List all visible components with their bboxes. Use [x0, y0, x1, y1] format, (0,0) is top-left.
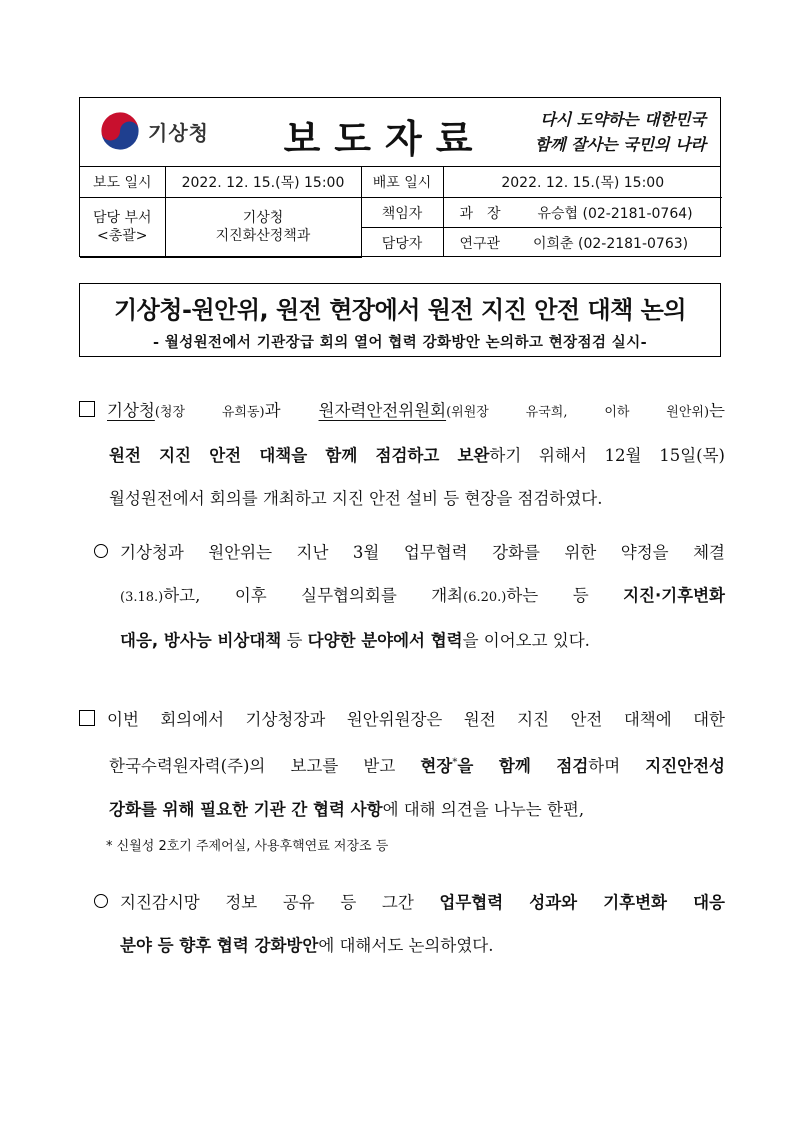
org-kma: 기상청 [107, 401, 155, 420]
person-title: 과 장 [459, 205, 501, 222]
p3-text-2: 한국수력원자력(주)의 보고를 받고 [109, 756, 421, 776]
header-banner [80, 98, 720, 167]
org-name: 기상청 [148, 120, 209, 145]
p4-text-2: 에 대해서도 논의하였다. [318, 936, 494, 955]
p3-bold-2: 을 함께 점검 [457, 756, 589, 776]
role-label: 담당자 [361, 228, 443, 258]
p2-bold-2: 대응, 방사능 비상대책 [120, 631, 282, 650]
contact-row-1 [80, 198, 722, 228]
org-nssc: 원자력안전위원회 [318, 401, 447, 420]
p2-date-1: (3.18.) [120, 590, 164, 605]
press-release-title: 보도자료 [283, 117, 487, 161]
p2-text-4: 등 [281, 631, 308, 650]
paragraph-4 [94, 881, 725, 967]
headline-box [79, 283, 721, 357]
p3-line-2 [79, 741, 725, 788]
p3-bold-1: 현장 [420, 756, 453, 776]
circle-bullet-icon [94, 544, 108, 558]
p3-text-3: 하며 [588, 756, 646, 776]
role-label: 책임자 [361, 198, 443, 228]
government-slogan [518, 107, 706, 157]
p2-bold-1: 지진·기후변화 [623, 586, 725, 605]
p1-rest-text: 하기 위해서 12월 15일(목) [489, 446, 725, 465]
dept-value-line-2: 지진화산정책과 [215, 228, 311, 245]
p1-line-2 [79, 434, 725, 477]
press-release-header [79, 97, 721, 257]
dept-label [80, 198, 165, 258]
p1-end-text: 는 [709, 401, 725, 420]
slogan-line-2: 함께 잘사는 국민의 나라 [534, 135, 706, 154]
person-name-phone: 이희춘 (02-2181-0763) [532, 235, 689, 252]
dept-value-line-1: 기상청 [242, 210, 284, 227]
conj-text: 과 [264, 401, 281, 420]
distribute-value: 2022. 12. 15.(목) 15:00 [443, 167, 722, 198]
p3-text-1: 이번 회의에서 기상청장과 원안위원장은 원전 지진 안전 대책에 대한 [107, 710, 725, 729]
release-info-table [80, 167, 722, 258]
person-title: 연구관 [459, 235, 501, 252]
p4-line-2 [94, 924, 725, 967]
p3-line-1 [79, 698, 725, 741]
p2-bold-3: 다양한 분야에서 협력 [307, 631, 463, 650]
dept-label-line-1: 담당 부서 [92, 210, 152, 227]
distribute-label: 배포 일시 [361, 167, 443, 198]
p2-line-2 [94, 574, 725, 619]
p3-bold-4: 강화를 위해 필요한 기관 간 협력 사항 [109, 799, 383, 819]
p1-line-1 [79, 389, 725, 434]
release-row [80, 167, 722, 198]
dept-value [165, 198, 361, 258]
org-nssc-note: (위원장 유국희, 이하 원안위) [446, 405, 710, 420]
p1-line-3: 월성원전에서 회의를 개최하고 지진 안전 설비 등 현장을 점검하였다. [109, 489, 603, 508]
kma-logo [100, 111, 209, 151]
p2-line-1 [94, 531, 725, 574]
taegeuk-logo-icon [100, 111, 140, 151]
paragraph-3 [79, 698, 725, 831]
p2-text-5: 을 이어오고 있다. [462, 631, 590, 650]
person-info [443, 228, 722, 258]
p2-text-3: 하는 등 [506, 586, 624, 605]
square-bullet-icon [79, 401, 95, 417]
p2-text-1: 기상청과 원안위는 지난 3월 업무협력 강화를 위한 약정을 체결 [120, 543, 725, 562]
paragraph-2 [94, 531, 725, 662]
p3-line-3 [79, 788, 725, 831]
p4-bold-2: 분야 등 향후 협력 강화방안 [120, 936, 319, 955]
release-label: 보도 일시 [80, 167, 165, 198]
paragraph-1 [79, 389, 725, 520]
p4-line-1 [94, 881, 725, 924]
square-bullet-icon [79, 710, 95, 726]
headline-title: 기상청-원안위, 원전 현장에서 원전 지진 안전 대책 논의 [113, 296, 687, 324]
p2-text-2: 하고, 이후 실무협의회를 개최 [163, 586, 464, 605]
p3-text-4: 에 대해 의견을 나누는 한편, [382, 799, 585, 819]
circle-bullet-icon [94, 894, 108, 908]
p2-date-2: (6.20.) [463, 590, 507, 605]
dept-label-line-2: <총괄> [96, 228, 148, 245]
footnote: * 신월성 2호기 주제어실, 사용후핵연료 저장조 등 [106, 839, 389, 854]
footnote-marker: * [452, 757, 458, 768]
slogan-line-1: 다시 도약하는 대한민국 [540, 110, 706, 129]
p1-bold-text: 원전 지진 안전 대책을 함께 점검하고 보완 [109, 446, 490, 465]
person-info [443, 198, 722, 228]
headline-subtitle: - 월성원전에서 기관장급 회의 열어 협력 강화방안 논의하고 현장점검 실시- [152, 335, 648, 351]
release-value: 2022. 12. 15.(목) 15:00 [165, 167, 361, 198]
person-name-phone: 유승협 (02-2181-0764) [537, 205, 693, 222]
p2-line-3 [94, 619, 725, 662]
p4-text-1: 지진감시망 정보 공유 등 그간 [120, 893, 440, 912]
org-kma-note: (청장 유희동) [154, 405, 265, 420]
p4-bold-1: 업무협력 성과와 기후변화 대응 [439, 893, 725, 912]
p3-bold-3: 지진안전성 [645, 756, 725, 776]
